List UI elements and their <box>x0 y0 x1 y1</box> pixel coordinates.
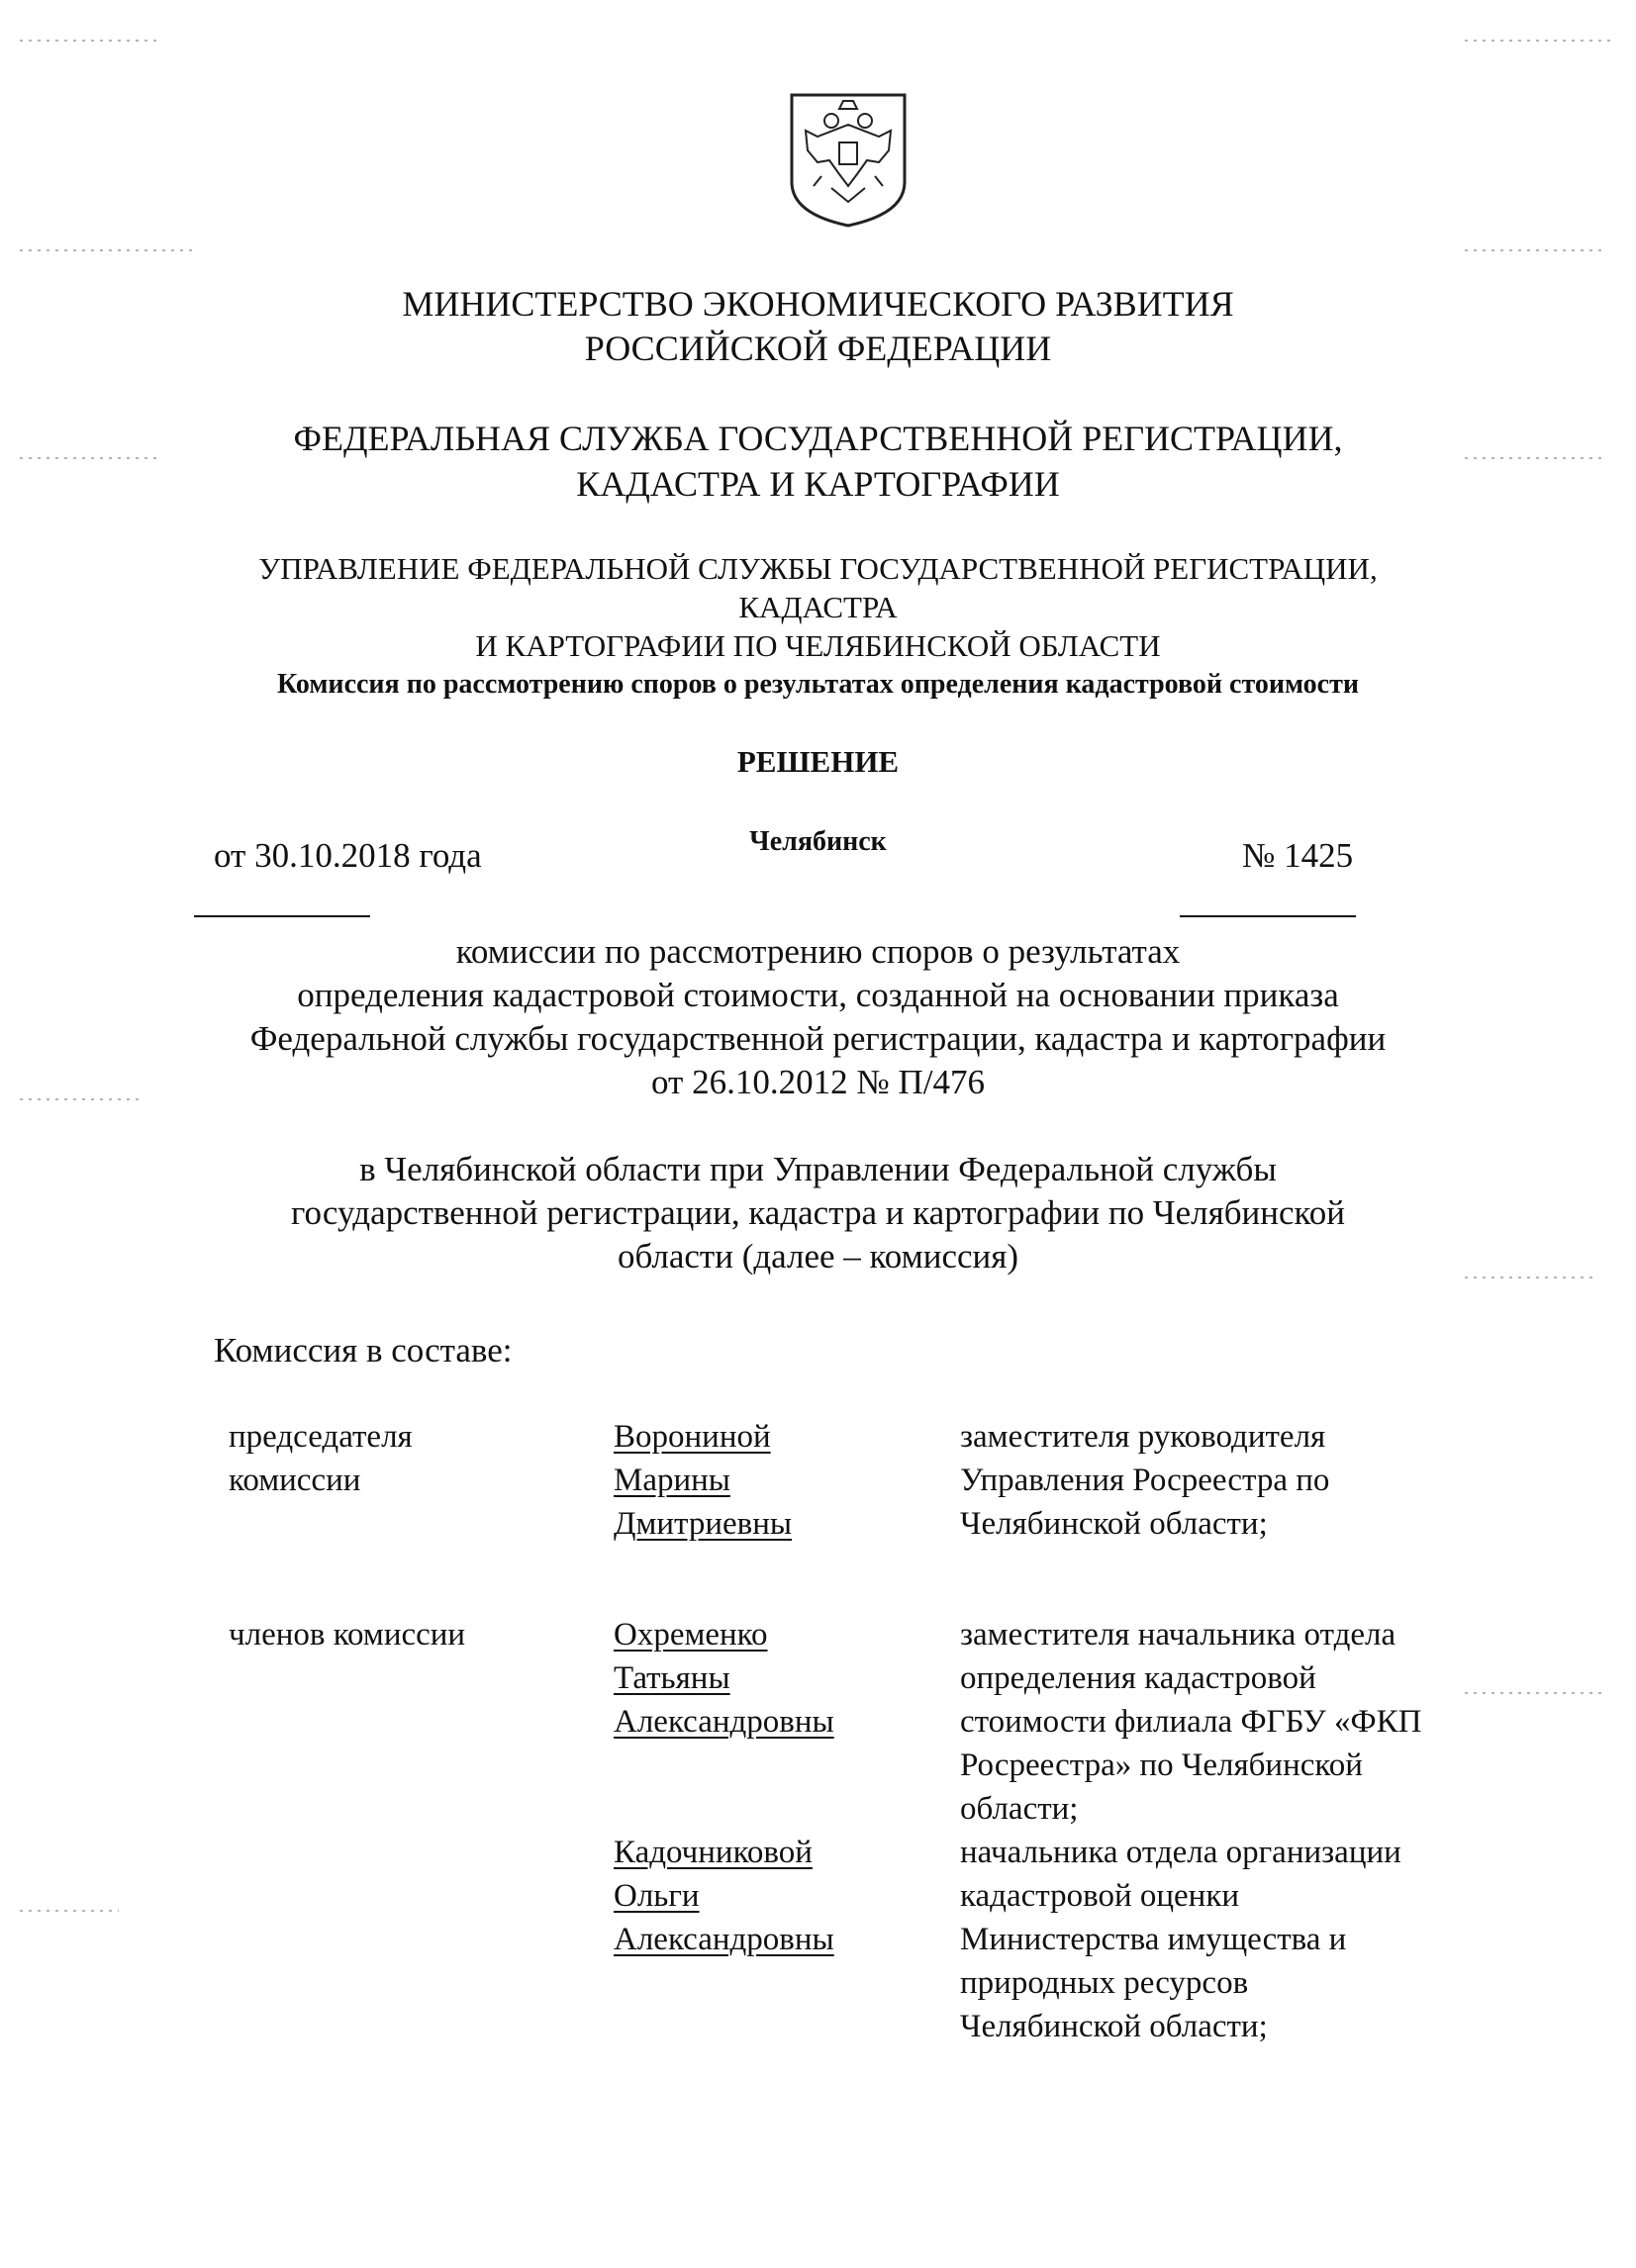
intro-paragraph-1 <box>0 930 1636 1104</box>
position-line: определения кадастровой <box>960 1660 1316 1696</box>
name-line: Охременко <box>614 1617 768 1653</box>
service-line: ФЕДЕРАЛЬНАЯ СЛУЖБА ГОСУДАРСТВЕННОЙ РЕГИСТРАЦИИ, <box>293 419 1343 458</box>
ministry-line: РОССИЙСКОЙ ФЕДЕРАЦИИ <box>584 329 1052 368</box>
name-line: Татьяны <box>614 1660 730 1696</box>
position-line: начальника отдела организации <box>960 1835 1401 1870</box>
role-line: председателя <box>229 1419 413 1455</box>
coat-of-arms-emblem <box>788 91 909 230</box>
department-heading <box>0 549 1636 665</box>
position-line: Министерства имущества и <box>960 1922 1347 1957</box>
decision-city-text: Челябинск <box>749 826 887 857</box>
decision-number: № 1425 <box>1242 836 1354 875</box>
position-line: Управления Росреестра по <box>960 1463 1330 1498</box>
ministry-heading <box>0 282 1636 371</box>
decision-date: от 30.10.2018 года <box>214 836 482 875</box>
decision-title <box>0 744 1636 780</box>
decision-city <box>0 826 1636 858</box>
intro-paragraph-2 <box>0 1148 1636 1278</box>
intro-line: в Челябинской области при Управлении Федеральной службы <box>359 1150 1277 1188</box>
position-line: кадастровой оценки <box>960 1878 1240 1914</box>
scan-noise <box>1465 1692 1603 1694</box>
member-2-position <box>960 1831 1401 2048</box>
position-line: Челябинской области; <box>960 2009 1268 2044</box>
position-line: природных ресурсов <box>960 1965 1249 2001</box>
decision-title-text: РЕШЕНИЕ <box>736 744 900 779</box>
member-1-position <box>960 1613 1421 1831</box>
date-underline <box>194 915 370 917</box>
chair-name <box>614 1415 792 1546</box>
position-line: заместителя начальника отдела <box>960 1617 1396 1653</box>
chair-role <box>229 1415 413 1502</box>
scan-noise <box>20 1910 119 1912</box>
ministry-line: МИНИСТЕРСТВО ЭКОНОМИЧЕСКОГО РАЗВИТИЯ <box>402 284 1234 324</box>
name-line: Ворониной <box>614 1419 771 1455</box>
scan-noise <box>20 249 198 251</box>
service-line: КАДАСТРА И КАРТОГРАФИИ <box>576 464 1060 504</box>
position-line: Росреестра» по Челябинской <box>960 1748 1363 1783</box>
scan-noise <box>1465 40 1613 42</box>
member-2-name <box>614 1831 834 1961</box>
position-line: стоимости филиала ФГБУ «ФКП <box>960 1704 1422 1740</box>
service-heading <box>0 416 1636 507</box>
intro-line: области (далее – комиссия) <box>617 1237 1019 1276</box>
scan-noise <box>1465 1276 1593 1278</box>
scan-noise <box>1465 249 1603 251</box>
department-line: И КАРТОГРАФИИ ПО ЧЕЛЯБИНСКОЙ ОБЛАСТИ <box>475 628 1161 663</box>
position-line: заместителя руководителя <box>960 1419 1326 1455</box>
name-line: Александровны <box>614 1704 834 1740</box>
composition-heading: Комиссия в составе: <box>214 1331 513 1370</box>
role-line: комиссии <box>229 1463 361 1498</box>
name-line: Александровны <box>614 1922 834 1957</box>
name-line: Ольги <box>614 1878 700 1914</box>
name-line: Дмитриевны <box>614 1506 793 1542</box>
intro-line: комиссии по рассмотрению споров о результатах <box>455 932 1181 971</box>
name-line: Марины <box>614 1463 730 1498</box>
scan-noise <box>20 40 158 42</box>
commission-name-text: Комиссия по рассмотрению споров о результатах определения кадастровой стоимости <box>276 669 1359 700</box>
position-line: области; <box>960 1791 1079 1827</box>
intro-line: от 26.10.2012 № П/476 <box>651 1063 985 1101</box>
intro-line: государственной регистрации, кадастра и картографии по Челябинской <box>291 1193 1345 1232</box>
members-role: членов комиссии <box>229 1617 466 1653</box>
commission-name <box>0 669 1636 701</box>
member-1-name <box>614 1613 834 1744</box>
department-line: УПРАВЛЕНИЕ ФЕДЕРАЛЬНОЙ СЛУЖБЫ ГОСУДАРСТВЕННОЙ РЕГИСТРАЦИИ, <box>258 551 1378 586</box>
chair-position <box>960 1415 1329 1546</box>
intro-line: Федеральной службы государственной регистрации, кадастра и картографии <box>249 1019 1387 1058</box>
intro-line: определения кадастровой стоимости, созданной на основании приказа <box>297 976 1339 1014</box>
name-line: Кадочниковой <box>614 1835 813 1870</box>
scan-noise <box>20 1098 139 1100</box>
position-line: Челябинской области; <box>960 1506 1268 1542</box>
number-underline <box>1180 915 1356 917</box>
department-line: КАДАСТРА <box>738 590 898 624</box>
